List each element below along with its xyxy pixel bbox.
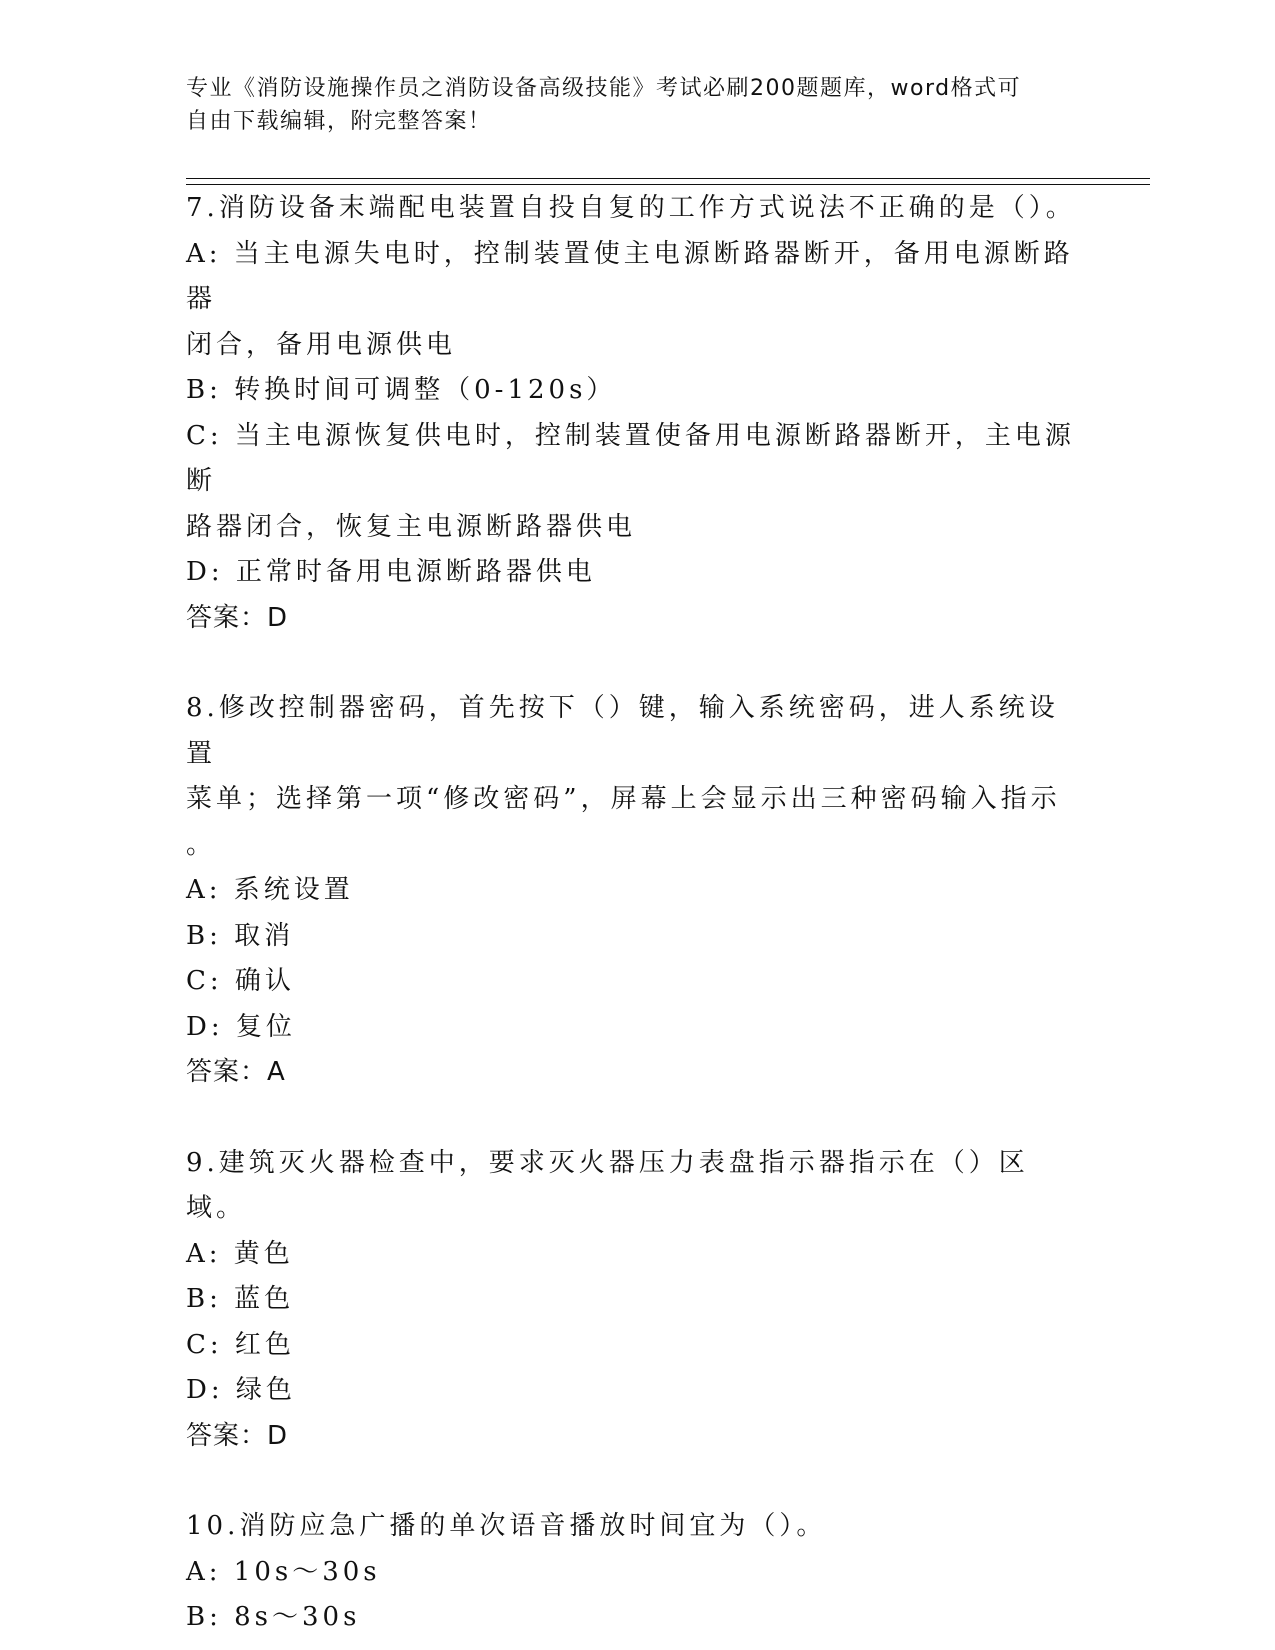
header-divider: [186, 178, 1150, 179]
answer-option: C: 确认: [186, 966, 295, 996]
answer-key: 答案：D: [186, 1420, 289, 1451]
answer-option: B: 8s～30s: [186, 1602, 361, 1632]
answer-option: A: 系统设置: [186, 875, 354, 905]
answer-option: 路器闭合，恢复主电源断路器供电: [186, 511, 637, 542]
answer-option: D: 正常时备用电源断路器供电: [186, 557, 596, 587]
header-divider: [186, 184, 1150, 185]
question-block: [186, 1504, 1086, 1641]
header-line: 专业《消防设施操作员之消防设备高级技能》考试必刷200题题库，word格式可: [186, 76, 1022, 101]
answer-option: B: 转换时间可调整（0-120s）: [186, 375, 617, 405]
answer-option: A: 黄色: [186, 1238, 294, 1269]
question-stem: 菜单；选择第一项“修改密码”，屏幕上会显示出三种密码输入指示: [186, 784, 1061, 814]
header-line: 自由下载编辑，附完整答案！: [186, 109, 492, 134]
answer-option: B: 取消: [186, 920, 295, 951]
answer-option: 闭合，备用电源供电: [186, 329, 457, 360]
question-stem: 7.消防设备末端配电装置自投自复的工作方式说法不正确的是（）。: [186, 193, 1076, 223]
answer-option: D: 绿色: [186, 1375, 296, 1405]
answer-key: 答案：D: [186, 602, 289, 633]
question-stem: 8.修改控制器密码，首先按下（）键，输入系统密码，进人系统设置: [186, 693, 1059, 769]
question-block: [186, 1141, 1086, 1460]
answer-option: D: 复位: [186, 1011, 296, 1042]
question-stem: 。: [186, 829, 217, 860]
question-block: [186, 686, 1086, 1096]
answer-option: B: 蓝色: [186, 1284, 295, 1314]
answer-option: A: 10s～30s: [186, 1556, 381, 1587]
question-stem: 10.消防应急广播的单次语音播放时间宜为（）。: [186, 1511, 827, 1541]
question-block: [186, 186, 1086, 641]
answer-key: 答案：A: [186, 1057, 286, 1087]
answer-option: A: 当主电源失电时，控制装置使主电源断路器断开，备用电源断路器: [186, 238, 1074, 314]
question-list: [186, 186, 1086, 1641]
answer-option: C: 红色: [186, 1329, 295, 1360]
answer-option: C: 当主电源恢复供电时，控制装置使备用电源断路器断开，主电源断: [186, 420, 1075, 496]
document-header: [186, 72, 1086, 138]
question-stem: 9.建筑灭火器检查中，要求灭火器压力表盘指示器指示在（）区域。: [186, 1147, 1029, 1223]
